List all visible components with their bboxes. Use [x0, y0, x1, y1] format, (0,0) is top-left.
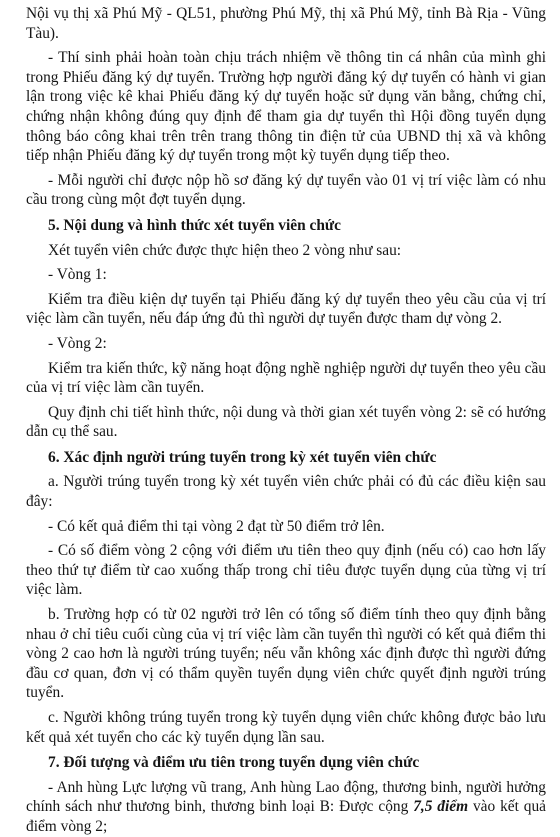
- paragraph-condition-a: a. Người trúng tuyển trong kỳ xét tuyển viên chức phải có đủ các điều kiện sau đây:: [26, 473, 546, 511]
- paragraph-round-2-guidance: Quy định chi tiết hình thức, nội dung và thời gian xét tuyển vòng 2: sẽ có hướng dẫn cụ thể sau.: [26, 403, 546, 441]
- section-heading-6: 6. Xác định người trúng tuyển trong kỳ xét tuyển viên chức: [48, 448, 437, 466]
- priority-points-emphasis: 7,5 điểm: [413, 798, 469, 816]
- paragraph-condition-c: c. Người không trúng tuyển trong kỳ tuyển dụng viên chức không được bảo lưu kết quả xét tuyển cho các kỳ tuyển dụng lần sau.: [26, 709, 546, 746]
- paragraph-address-continuation: Nội vụ thị xã Phú Mỹ - QL51, phường Phú Mỹ, thị xã Phú Mỹ, tỉnh Bà Rịa - Vũng Tàu).: [26, 5, 546, 42]
- paragraph-score-threshold: - Có kết quả điểm thi tại vòng 2 đạt từ 50 điểm trở lên.: [48, 517, 385, 535]
- section-heading-7: 7. Đối tượng và điểm ưu tiên trong tuyển dụng viên chức: [48, 754, 420, 772]
- paragraph-round-1-label: - Vòng 1:: [48, 266, 107, 284]
- paragraph-round-2-label: - Vòng 2:: [48, 334, 107, 352]
- paragraph-score-ranking: - Có số điểm vòng 2 cộng với điểm ưu tiên theo quy định (nếu có) cao hơn lấy theo thứ tự điểm từ cao xuống thấp trong chỉ tiêu được tuyển dụng của từng vị trí việc làm.: [26, 542, 546, 599]
- paragraph-round-2-detail: Kiểm tra kiến thức, kỹ năng hoạt động nghề nghiệp người dự tuyển theo yêu cầu của vị trí việc làm cần tuyển.: [26, 359, 546, 397]
- paragraph-priority-heroes: [26, 778, 546, 837]
- paragraph-round-1-detail: Kiểm tra điều kiện dự tuyển tại Phiếu đăng ký dự tuyển theo yêu cầu của vị trí việc làm cần tuyển, nếu đáp ứng đủ thì người dự tuyển được tham dự vòng 2.: [26, 290, 546, 328]
- paragraph-two-rounds: Xét tuyển viên chức được thực hiện theo 2 vòng như sau:: [48, 241, 402, 259]
- paragraph-condition-b: b. Trường hợp có từ 02 người trở lên có tổng số điểm tính theo quy định bằng nhau ở chỉ tiêu cuối cùng của vị trí việc làm cần tuyển thì người có kết quả điểm thi vòng 2 cao hơn là người trúng tuyển; nếu vẫn không xác định được thì người đứng đầu cơ quan, đơn vị có thẩm quyền tuyển dụng viên chức quyết định người trúng tuyển.: [26, 606, 546, 702]
- paragraph-responsibility: - Thí sinh phải hoàn toàn chịu trách nhiệm về thông tin cá nhân của mình ghi trong Phiếu đăng ký dự tuyển. Trường hợp người đăng ký dự tuyển có hành vi gian lận trong việc kê khai Phiếu đăng ký dự tuyển hoặc sử dụng văn bằng, chứng chỉ, chứng nhận không đúng quy định để tham gia dự tuyển thì Hội đồng tuyển dụng thông báo công khai trên trên trang thông tin điện tử của UBND thị xã và không tiếp nhận Phiếu đăng ký dự tuyển trong một kỳ tuyển dụng tiếp theo.: [26, 49, 546, 165]
- priority-text-end: vào kết quả điểm vòng 2;: [26, 798, 546, 835]
- section-heading-5: 5. Nội dung và hình thức xét tuyển viên chức: [48, 216, 341, 234]
- priority-text-start: - Anh hùng Lực lượng vũ trang, Anh hùng Lao động, thương binh, người hưởng chính sách như thương binh, thương binh loại B: Được cộng: [26, 778, 546, 816]
- paragraph-single-position: - Mỗi người chỉ được nộp hồ sơ đăng ký dự tuyển vào 01 vị trí việc làm có nhu cầu trong cùng một đợt tuyển dụng.: [26, 171, 546, 209]
